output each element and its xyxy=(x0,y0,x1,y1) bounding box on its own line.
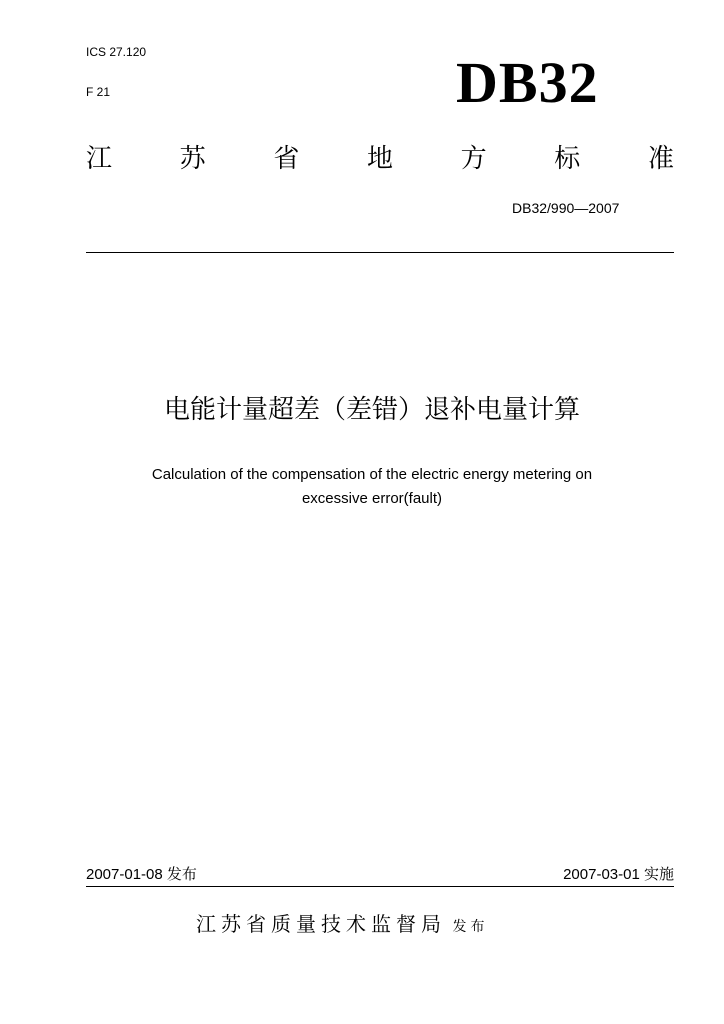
issuer-block xyxy=(196,912,488,936)
standard-type-char: 苏 xyxy=(179,144,206,174)
issuer-suffix: 发布 xyxy=(452,919,489,935)
release-date-block xyxy=(86,866,197,884)
effective-date: 2007-03-01 xyxy=(563,866,640,883)
standard-number: DB32/990—2007 xyxy=(512,200,620,216)
footer-divider xyxy=(86,886,674,887)
standard-type-char: 方 xyxy=(460,144,487,174)
standard-code-logo: DB32 xyxy=(456,50,599,115)
standard-type-char: 标 xyxy=(554,144,581,174)
issuer-name: 江苏省质量技术监督局 xyxy=(196,912,446,936)
effective-label: 实施 xyxy=(643,866,674,883)
header-divider xyxy=(86,252,674,253)
standard-type-char: 省 xyxy=(273,144,300,174)
standard-type-char: 江 xyxy=(86,144,113,174)
effective-date-block xyxy=(563,866,674,884)
document-title-en-line2: excessive error(fault) xyxy=(301,490,443,507)
standard-type-title xyxy=(86,142,674,176)
release-date: 2007-01-08 xyxy=(86,866,163,883)
category-code: F 21 xyxy=(86,85,111,99)
document-title-en-line1: Calculation of the compensation of the electric energy metering on xyxy=(151,466,593,483)
document-title-zh: 电能计量超差（差错）退补电量计算 xyxy=(163,395,580,425)
ics-code: ICS 27.120 xyxy=(86,45,147,59)
release-label: 发布 xyxy=(166,866,197,883)
standard-type-char: 地 xyxy=(366,144,393,174)
standard-type-char: 准 xyxy=(647,144,674,174)
